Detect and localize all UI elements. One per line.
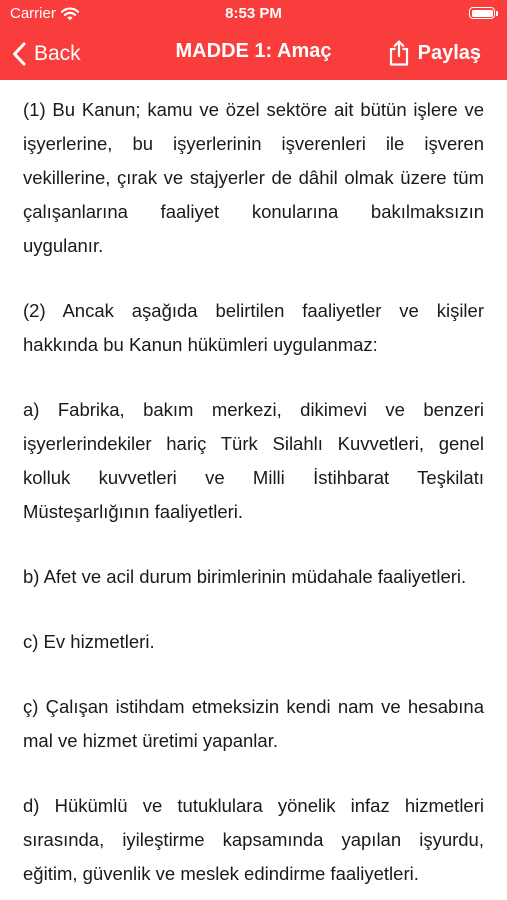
navigation-bar (0, 30, 507, 80)
article-body (0, 80, 507, 891)
page-title: MADDE 1: Amaç (175, 40, 332, 62)
article-paragraph: a) Fabrika, bakım merkezi, dikimevi ve benzeri işyerlerindekiler hariç Türk Silahlı Kuvvetleri, genel kolluk kuvvetleri ve Milli İstihbarat Teşkilatı Müsteşarlığının faaliyetleri. (23, 399, 484, 522)
carrier-label: Carrier (10, 5, 56, 22)
article-paragraph: c) Ev hizmetleri. (23, 631, 155, 652)
article-paragraph: d) Hükümlü ve tutuklulara yönelik infaz hizmetleri sırasında, iyileştirme kapsamında yapılan işyurdu, eğitim, güvenlik ve meslek edindirme faaliyetleri. (23, 795, 484, 884)
battery-icon (469, 7, 495, 19)
status-time: 8:53 PM (225, 5, 282, 22)
share-button[interactable] (389, 38, 481, 68)
back-label: Back (34, 42, 81, 65)
article-paragraph: (2) Ancak aşağıda belirtilen faaliyetler ve kişiler hakkında bu Kanun hükümleri uygulanmaz: (23, 300, 484, 355)
status-bar (0, 0, 507, 30)
share-icon (389, 40, 409, 66)
article-scroll-view[interactable] (0, 80, 507, 900)
header (0, 0, 507, 80)
article-paragraph: ç) Çalışan istihdam etmeksizin kendi nam ve hesabına mal ve hizmet üretimi yapanlar. (23, 696, 484, 751)
article-paragraph: (1) Bu Kanun; kamu ve özel sektöre ait bütün işlere ve işyerlerine, bu işyerlerinin işverenleri ile işveren vekillerine, çırak ve stajyerler de dâhil olmak üzere tüm çalışanlarına faaliyet konularına bakılmaksızın uygulanır. (23, 99, 484, 256)
article-paragraph: b) Afet ve acil durum birimlerinin müdahale faaliyetleri. (23, 566, 467, 587)
share-label: Paylaş (417, 41, 481, 64)
battery-fill (472, 10, 493, 17)
